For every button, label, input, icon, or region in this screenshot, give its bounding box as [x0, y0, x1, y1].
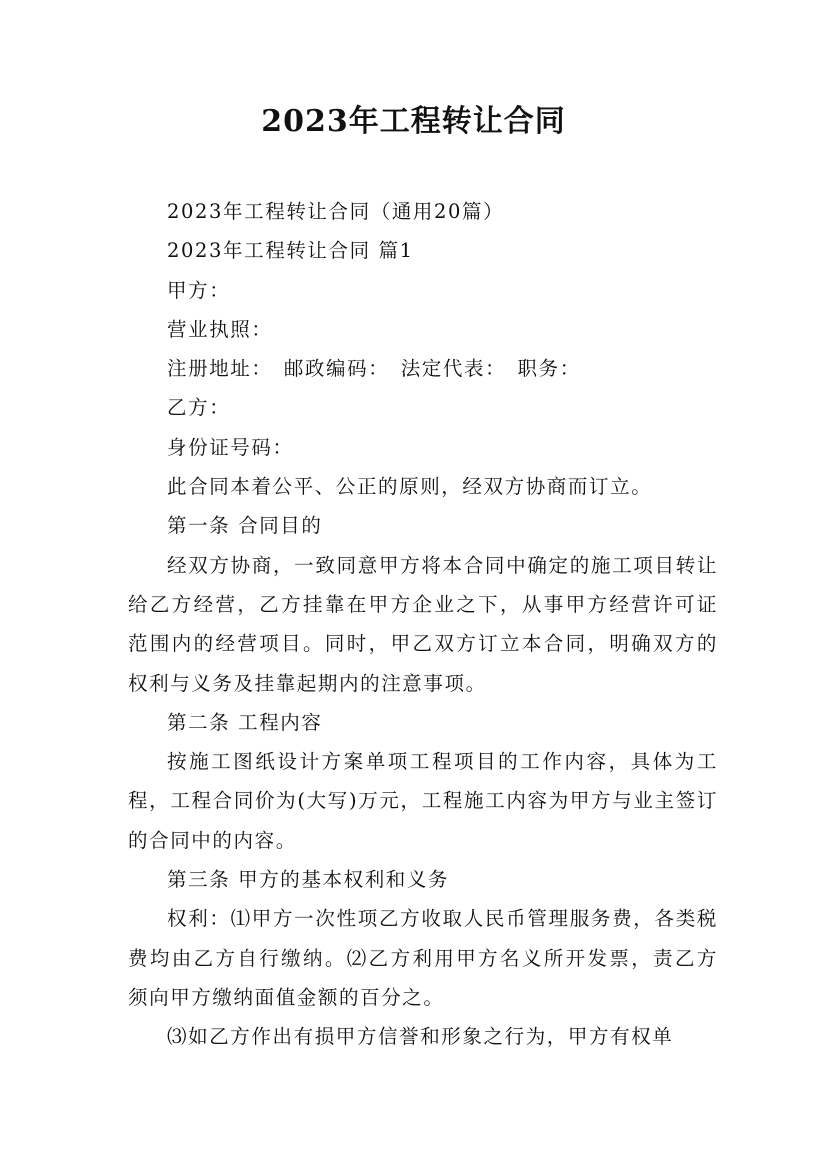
paragraph: 权利：⑴甲方一次性项乙方收取人民币管理服务费，各类税费均由乙方自行缴纳。⑵乙方利用甲方名义所开发票，责乙方须向甲方缴纳面值金额的百分之。 [128, 907, 718, 1009]
document-title: 2023年工程转让合同 [261, 104, 566, 139]
paragraph-subheading: 2023年工程转让合同 篇1 [167, 239, 414, 263]
registration-fields: 注册地址： 邮政编码： 法定代表： 职务： [167, 357, 581, 381]
article-heading: 第一条 合同目的 [167, 514, 323, 538]
paragraph: 按施工图纸设计方案单项工程项目的工作内容，具体为工程，工程合同价为(大写)万元，工程施工内容为甲方与业主签订的合同中的内容。 [128, 750, 718, 852]
paragraph: 经双方协商，一致同意甲方将本合同中确定的施工项目转让给乙方经营，乙方挂靠在甲方企业之下，从事甲方经营许可证范围内的经营项目。同时，甲乙双方订立本合同，明确双方的权利与义务及挂靠起期内的注意事项。 [128, 553, 718, 695]
business-license-field: 营业执照： [167, 317, 273, 341]
party-a-field: 甲方： [167, 278, 231, 302]
article-heading: 第三条 甲方的基本权利和义务 [167, 868, 450, 892]
document-body [128, 192, 718, 1057]
article-heading: 第二条 工程内容 [167, 710, 323, 734]
paragraph-heading: 2023年工程转让合同（通用20篇） [167, 200, 505, 223]
id-number-field: 身份证号码： [167, 435, 294, 459]
paragraph: ⑶如乙方作出有损甲方信誉和形象之行为，甲方有权单 [167, 1025, 674, 1049]
paragraph: 此合同本着公平、公正的原则，经双方协商而订立。 [167, 475, 653, 499]
party-b-field: 乙方： [167, 396, 231, 420]
